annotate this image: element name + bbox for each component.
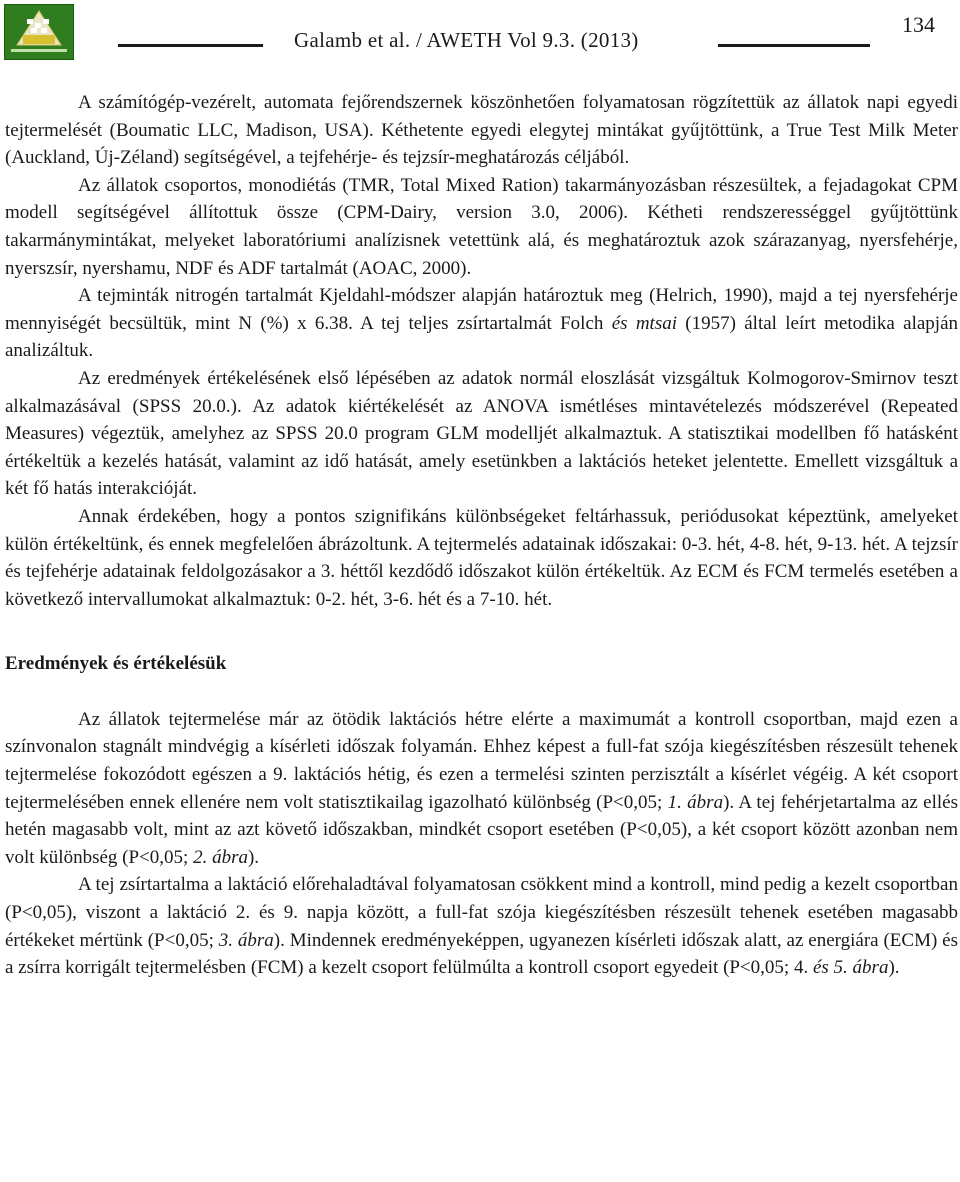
figure-ref-1: 1. ábra bbox=[667, 791, 724, 813]
running-head: Galamb et al. / AWETH Vol 9.3. (2013) bbox=[294, 28, 639, 52]
figure-ref-2: 2. ábra bbox=[193, 846, 248, 868]
results-paragraph-1-text-e: ). bbox=[247, 846, 260, 868]
results-paragraph-2 bbox=[5, 871, 958, 981]
results-paragraph-1-text-a: Az állatok tejtermelése már az ötödik laktációs hétre elérte a maximumát a kontroll csoportban, majd ezen a színvonalon stagnált mindvégig a kísérleti időszak folyamán. Ehhez képest a full-fat szója kiegészítésben részesült tehenek tejtermelése fokozódott egészen a 9. laktációs hétig, és ezen a termelési szinten perzisztált a kísérlet végéig. A két csoport tejtermelésében ennek ellenére nem volt statisztikailag igazolható különbség (P<0,05; bbox=[5, 708, 958, 813]
figure-ref-3: 3. ábra bbox=[218, 929, 274, 951]
results-paragraph-2-text-a: A tej zsírtartalma a laktáció előrehaladtával folyamatosan csökkent mind a kontroll, mind pedig a kezelt csoportban (P<0,05), viszont a laktáció 2. és 9. napja között, a full-fat szója kiegészítésben részesült tehenek esetében magasabb értékeket mértünk (P<0,05; bbox=[5, 874, 958, 951]
journal-logo bbox=[4, 4, 74, 60]
header-rule-left bbox=[118, 44, 263, 47]
article-body bbox=[5, 89, 958, 982]
results-paragraph-1 bbox=[5, 706, 958, 872]
logo-graphic bbox=[5, 5, 73, 59]
paragraph-3-text: A tejminták nitrogén tartalmát Kjeldahl-módszer alapján határoztuk meg (Helrich, 1990), majd a tej nyersfehérje mennyiségét becsültük, mint N (%) x 6.38. A tej teljes zsírtartalmát Folch bbox=[5, 285, 958, 334]
header-rule-right bbox=[718, 44, 870, 47]
results-paragraph-1-text-c: ). A tej fehérjetartalma az ellés hetén magasabb volt, mint az azt követő időszakban, mindkét csoport esetében (P<0,05), a két csoport között azonban nem volt különbség (P<0,05; bbox=[5, 791, 958, 868]
page-header bbox=[0, 0, 960, 64]
paragraph-1: A számítógép-vezérelt, automata fejőrendszernek köszönhetően folyamatosan rögzítettük az állatok napi egyedi tejtermelését (Boumatic LLC, Madison, USA). Kéthetente egyedi elegytej mintákat gyűjtöttünk, a True Test Milk Meter (Auckland, Új-Zéland) segítségével, a tejfehérje- és tejzsír-meghatározás céljából. bbox=[5, 92, 958, 169]
paragraph-2: Az állatok csoportos, monodiétás (TMR, Total Mixed Ration) takarmányozásban részesültek, a fejadagokat CPM modell segítségével állítottuk össze (CPM-Dairy, version 3.0, 2006). Kétheti rendszerességgel gyűjtöttünk takarmánymintákat, melyeket laboratóriumi analízisnek vetettünk alá, és meghatároztuk azok szárazanyag, nyersfehérje, nyerszsír, nyershamu, NDF és ADF tartalmát (AOAC, 2000). bbox=[5, 174, 958, 279]
paragraph-3-italic: és mtsai bbox=[611, 312, 677, 334]
results-paragraph-2-text-c: ). Mindennek eredményeképpen, ugyanezen kísérleti időszak alatt, az energiára (ECM) és a zsírra korrigált tejtermelésben (FCM) a kezelt csoport felülmúlta a kontroll csoport egyedeit (P<0,05; 4. bbox=[5, 929, 959, 979]
paragraph-4: Az eredmények értékelésének első lépésében az adatok normál eloszlását vizsgáltuk Kolmogorov-Smirnov teszt alkalmazásával (SPSS 20.0.). Az adatok kiértékelését az ANOVA ismétléses mintavételezés módszerével (Repeated Measures) végeztük, amelyhez az SPSS 20.0 program GLM modelljét alkalmaztuk. A statisztikai modellben fő hatásként értékeltük a kezelés hatását, valamint az idő hatását, amely esetünkben a laktációs heteket jelentette. Emellett vizsgáltuk a két fő hatás interakcióját. bbox=[5, 367, 958, 500]
page-number: 134 bbox=[902, 12, 935, 37]
paragraph-3-text-end: (1957) által leírt metodika alapján analizáltuk. bbox=[5, 312, 959, 362]
results-paragraph-2-text-e: ). bbox=[888, 957, 900, 979]
paragraph-5: Annak érdekében, hogy a pontos szignifikáns különbségeket feltárhassuk, periódusokat képeztünk, amelyeket külön értékeltünk, és ennek megfelelően ábrázoltunk. A tejtermelés adatainak időszakai: 0-3. hét, 4-8. hét, 9-13. hét. A tejzsír és tejfehérje adatainak feldolgozásakor a 3. héttől kezdődő időszakot külön értékeltük. Az ECM és FCM termelés esetében a következő intervallumokat alkalmaztuk: 0-2. hét, 3-6. hét és a 7-10. hét. bbox=[5, 505, 958, 610]
paragraph-3 bbox=[5, 282, 958, 365]
section-heading: Eredmények és értékelésük bbox=[5, 653, 227, 675]
figure-ref-4-5: és 5. ábra bbox=[812, 957, 889, 979]
